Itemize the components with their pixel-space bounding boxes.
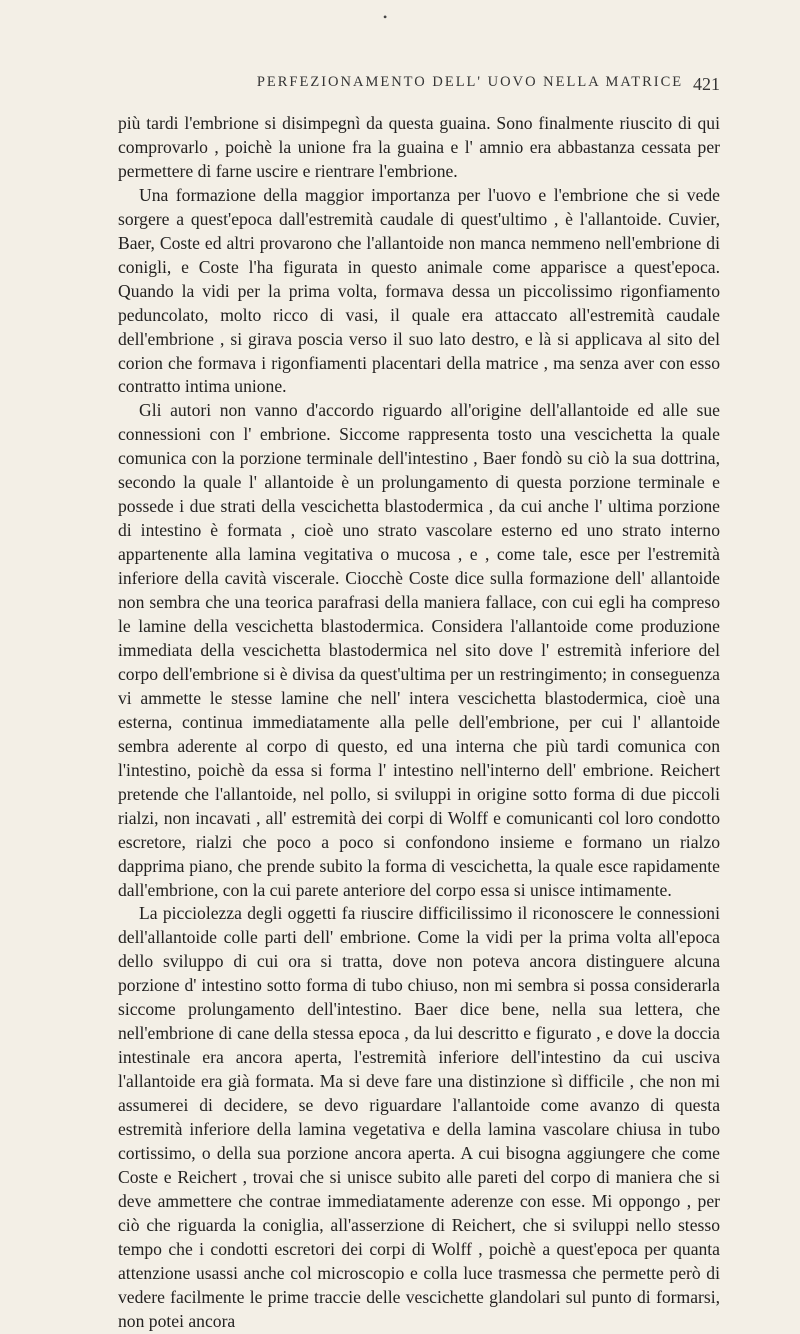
page-number: 421 — [693, 74, 720, 94]
paragraph-2: Una formazione della maggior importanza per l'uovo e l'embrione che si vede sorgere a quest'epoca dall'estremità caudale di quest'ultimo , è l'allantoide. Cuvier, Baer, Coste ed altri provarono che l'allantoide non manca nemmeno nell'embrione di conigli, e Coste l'ha figurata in questo animale come apparisce a quest'epoca. Quando la vidi per la prima volta, formava dessa un piccolissimo rigonfiamento peduncolato, molto ricco di vasi, il quale era attaccato all'estremità caudale dell'embrione , si girava poscia verso il suo lato destro, e là si applicava al sito del corion che formava i rigonfiamenti placentari della matrice , ma senza aver con esso contratto intima unione. — [118, 184, 720, 397]
body-text — [118, 112, 720, 1334]
running-head: PERFEZIONAMENTO DELL' UOVO NELLA MATRICE — [256, 74, 684, 90]
paragraph-4: La picciolezza degli oggetti fa riuscire difficilissimo il riconoscere le connessioni dell'allantoide colle parti dell' embrione. Come la vidi per la prima volta all'epoca dello sviluppo di cui ora si tratta, dove non poteva ancora distinguere alcuna porzione d' intestino sotto forma di tubo chiuso, non mi sembra si possa considerarla siccome prolungamento dell'intestino. Baer dice bene, nella sua lettera, che nell'embrione di cane della stessa epoca , da lui descritto e figurato , e dove la doccia intestinale era ancora aperta, l'estremità inferiore dell'intestino da cui usciva l'allantoide era già formata. Ma si deve fare una distinzione sì difficile , che non mi assumerei di decidere, se devo riguardare l'allantoide come avanzo di questa estremità inferiore della lamina vegetativa e della lamina vascolare chiusa in tubo cortissimo, o della sua porzione ancora aperta. A cui bisogna aggiungere che come Coste e Reichert , trovai che si unisce subito alle pareti del corpo di maniera che si deve ammettere che contrae immediatamente aderenze con esse. Mi oppongo , per ciò che riguarda la coniglia, all'asserzione di Reichert, che si sviluppi nello stesso tempo che i condotti escretori dei corpi di Wolff , poichè a quest'epoca per quanta attenzione usassi anche col microscopio e colla luce trasmessa che permette però di vedere facilmente le prime traccie delle vescichette glandolari sul punto di formarsi, non potei ancora — [118, 903, 720, 1331]
paragraph-3: Gli autori non vanno d'accordo riguardo all'origine dell'allantoide ed alle sue connessioni con l' embrione. Siccome rappresenta tosto una vescichetta la quale comunica con la porzione terminale dell'intestino , Baer fondò su ciò la sua dottrina, secondo la quale l' allantoide è un prolungamento di questa porzione terminale e possede i due strati della vescichetta blastodermica , da cui anche l' ultima porzione di intestino è formata , cioè uno strato vascolare esterno ed uno strato interno appartenente alla lamina vegitativa o mucosa , e , come tale, esce per l'estremità inferiore della cavità viscerale. Ciocchè Coste dice sulla formazione dell' allantoide non sembra che una teorica parafrasi della maniera fallace, con cui egli ha compreso le lamine della vescichetta blastodermica. Considera l'allantoide come produzione immediata della vescichetta blastodermica nel sito dove l' estremità inferiore del corpo dell'embrione si è divisa da quest'ultima per un restringimento; in conseguenza vi ammette le stesse lamine che nell' intera vescichetta blastodermica, cioè una esterna, continua immediatamente alla pelle dell'embrione, per cui l' allantoide sembra aderente al corpo di questo, ed una interna che più tardi comunica con l'intestino, poichè da essa si forma l' intestino nell'interno dell' embrione. Reichert pretende che l'allantoide, nel pollo, si sviluppi in origine sotto forma di due piccoli rialzi, non incavati , all' estremità dei corpi di Wolff e comunicanti col loro condotto escretore, rialzi che poco a poco si confondono insieme e formano un rialzo dapprima piano, che prende subito la forma di vescichetta, la quale esce rapidamente dall'embrione, con la cui parete anteriore del corpo essa si unisce intimamente. — [118, 400, 720, 900]
ink-mark: • — [383, 10, 388, 24]
paragraph-1: più tardi l'embrione si disimpegnì da questa guaina. Sono finalmente riuscito di qui comprovarlo , poichè la unione fra la guaina e l' amnio era abbastanza cessata per permettere di farne uscire e rientrare l'embrione. — [118, 113, 720, 181]
